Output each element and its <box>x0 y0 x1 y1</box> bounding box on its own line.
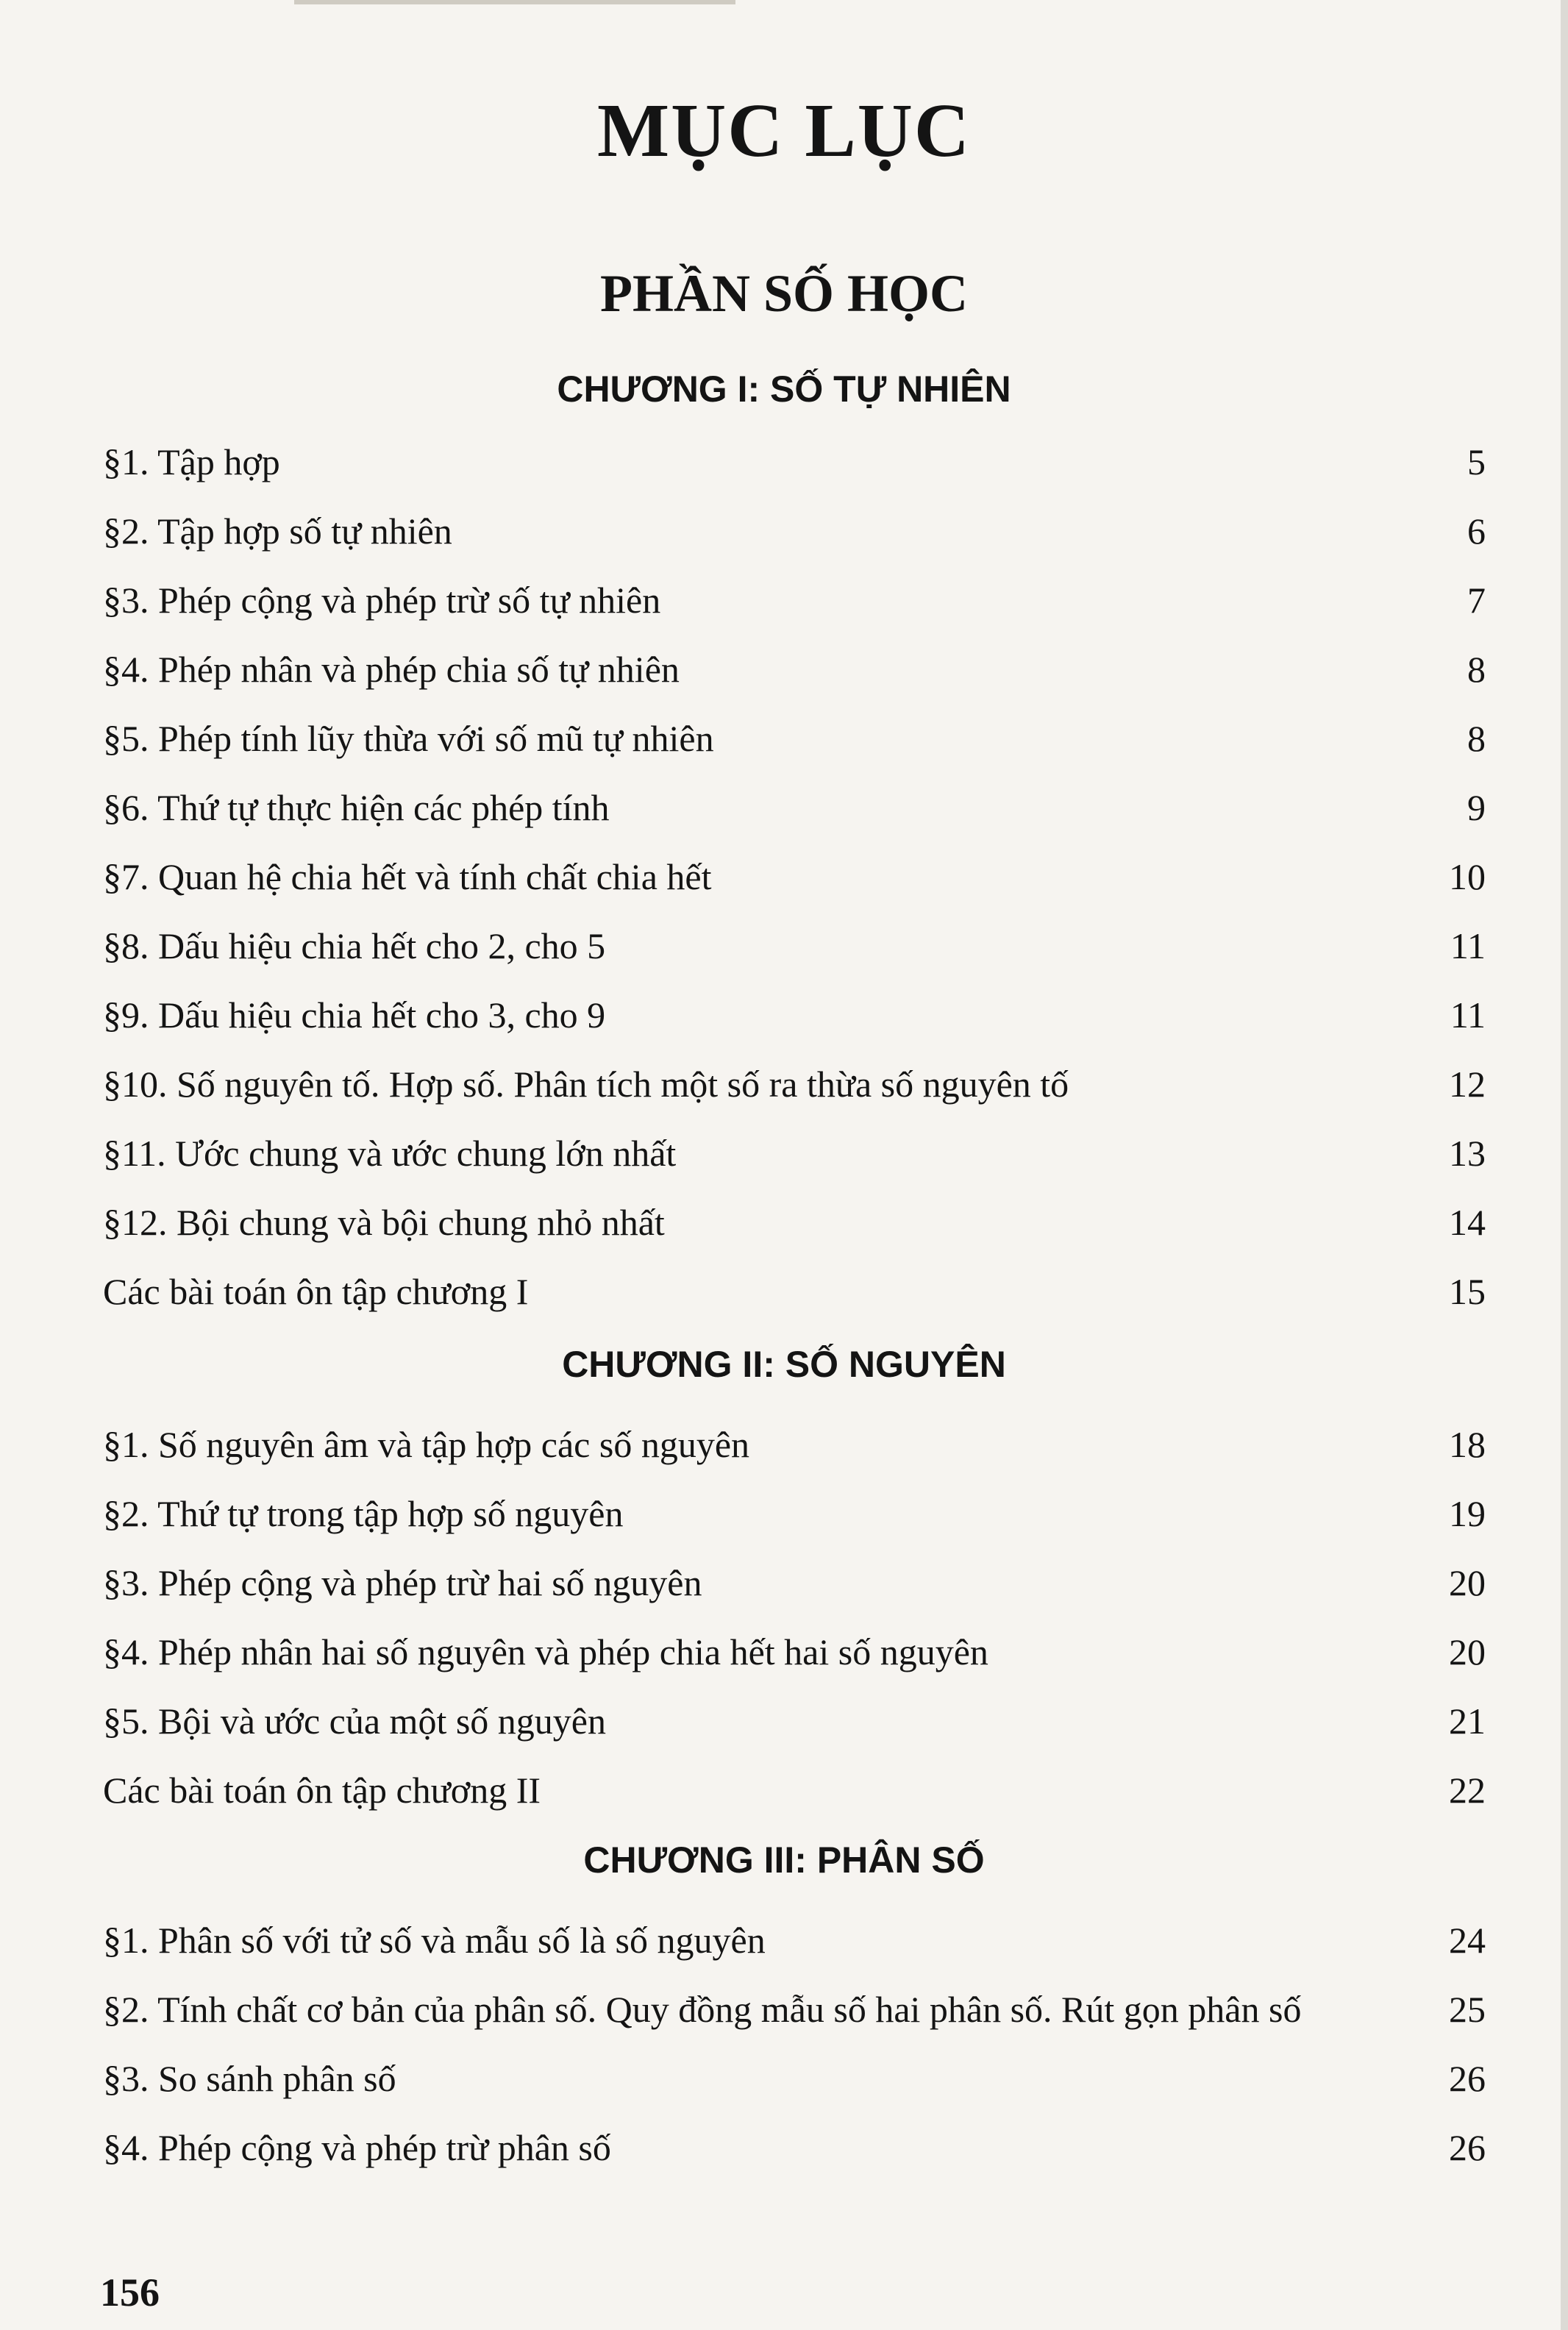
entry-label: §1. Phân số với tử số và mẫu số là số nguyên <box>103 1920 766 1961</box>
toc-entry <box>103 1767 1486 1814</box>
entry-label: §3. Phép cộng và phép trừ hai số nguyên <box>103 1562 702 1603</box>
entry-label: §4. Phép nhân và phép chia số tự nhiên <box>103 649 680 690</box>
toc-entry <box>103 1199 1486 1246</box>
entry-page: 18 <box>1449 1424 1486 1465</box>
entry-label: §3. So sánh phân số <box>103 2058 396 2099</box>
toc-entry <box>103 1917 1486 1964</box>
toc-entry <box>103 853 1486 900</box>
entry-label: §4. Phép cộng và phép trừ phân số <box>103 2127 611 2168</box>
entry-label: §5. Bội và ước của một số nguyên <box>103 1700 606 1742</box>
entry-page: 5 <box>1467 441 1486 482</box>
entry-label: §6. Thứ tự thực hiện các phép tính <box>103 787 610 828</box>
toc-entry <box>103 1421 1486 1468</box>
entry-page: 6 <box>1467 510 1486 552</box>
entry-page: 15 <box>1449 1271 1486 1312</box>
entry-page: 25 <box>1449 1989 1486 2030</box>
entry-page: 9 <box>1467 787 1486 828</box>
entry-page: 11 <box>1450 925 1486 966</box>
entry-page: 19 <box>1449 1493 1486 1534</box>
toc-entry <box>103 646 1486 693</box>
entry-label: §9. Dấu hiệu chia hết cho 3, cho 9 <box>103 994 606 1036</box>
entry-label: §2. Tính chất cơ bản của phân số. Quy đồng mẫu số hai phân số. Rút gọn phân số <box>103 1989 1302 2030</box>
chapter-heading: CHƯƠNG II: SỐ NGUYÊN <box>562 1344 1006 1385</box>
entry-page: 7 <box>1467 580 1486 621</box>
toc-entry <box>103 1986 1486 2033</box>
toc-entry <box>103 1268 1486 1315</box>
entry-label: §8. Dấu hiệu chia hết cho 2, cho 5 <box>103 925 606 966</box>
entry-page: 8 <box>1467 649 1486 690</box>
entry-label: Các bài toán ôn tập chương II <box>103 1770 541 1811</box>
entry-label: Các bài toán ôn tập chương I <box>103 1271 529 1312</box>
entry-label: §1. Tập hợp <box>103 441 280 482</box>
toc-entry <box>103 577 1486 624</box>
entry-page: 20 <box>1449 1631 1486 1672</box>
toc-entry <box>103 507 1486 555</box>
entry-label: §11. Ước chung và ước chung lớn nhất <box>103 1133 677 1174</box>
chapter-heading: CHƯƠNG III: PHÂN SỐ <box>583 1839 985 1881</box>
toc-entry <box>103 2055 1486 2102</box>
page-number: 156 <box>100 2270 160 2315</box>
chapter-heading: CHƯƠNG I: SỐ TỰ NHIÊN <box>557 368 1011 410</box>
entry-page: 22 <box>1449 1770 1486 1811</box>
entry-page: 13 <box>1449 1133 1486 1174</box>
entry-label: §2. Tập hợp số tự nhiên <box>103 510 452 552</box>
entry-label: §4. Phép nhân hai số nguyên và phép chia hết hai số nguyên <box>103 1631 988 1672</box>
entry-page: 11 <box>1450 994 1486 1036</box>
entry-page: 26 <box>1449 2127 1486 2168</box>
toc-entry <box>103 922 1486 969</box>
toc-entry <box>103 1061 1486 1108</box>
toc-entry <box>103 1559 1486 1606</box>
toc-entry <box>103 1697 1486 1745</box>
entry-page: 24 <box>1449 1920 1486 1961</box>
entry-label: §1. Số nguyên âm và tập hợp các số nguyên <box>103 1424 750 1465</box>
entry-page: 26 <box>1449 2058 1486 2099</box>
toc-entry <box>103 715 1486 762</box>
toc-entry <box>103 991 1486 1038</box>
page-title: MỤC LỤC <box>597 88 971 173</box>
entry-label: §3. Phép cộng và phép trừ số tự nhiên <box>103 580 661 621</box>
right-page-edge <box>1561 0 1568 2330</box>
entry-page: 20 <box>1449 1562 1486 1603</box>
top-edge-strip <box>294 0 735 4</box>
toc-entry <box>103 1130 1486 1177</box>
toc-entry <box>103 784 1486 831</box>
toc-entry <box>103 1628 1486 1675</box>
toc-entry <box>103 438 1486 485</box>
entry-label: §7. Quan hệ chia hết và tính chất chia hết <box>103 856 712 897</box>
entry-page: 10 <box>1449 856 1486 897</box>
entry-label: §10. Số nguyên tố. Hợp số. Phân tích một số ra thừa số nguyên tố <box>103 1064 1069 1105</box>
entry-label: §12. Bội chung và bội chung nhỏ nhất <box>103 1202 665 1243</box>
entry-label: §2. Thứ tự trong tập hợp số nguyên <box>103 1493 624 1534</box>
entry-label: §5. Phép tính lũy thừa với số mũ tự nhiên <box>103 718 714 759</box>
toc-entry <box>103 2124 1486 2171</box>
entry-page: 8 <box>1467 718 1486 759</box>
entry-page: 12 <box>1449 1064 1486 1105</box>
toc-entry <box>103 1490 1486 1537</box>
part-title: PHẦN SỐ HỌC <box>599 264 969 323</box>
entry-page: 21 <box>1449 1700 1486 1742</box>
entry-page: 14 <box>1449 1202 1486 1243</box>
